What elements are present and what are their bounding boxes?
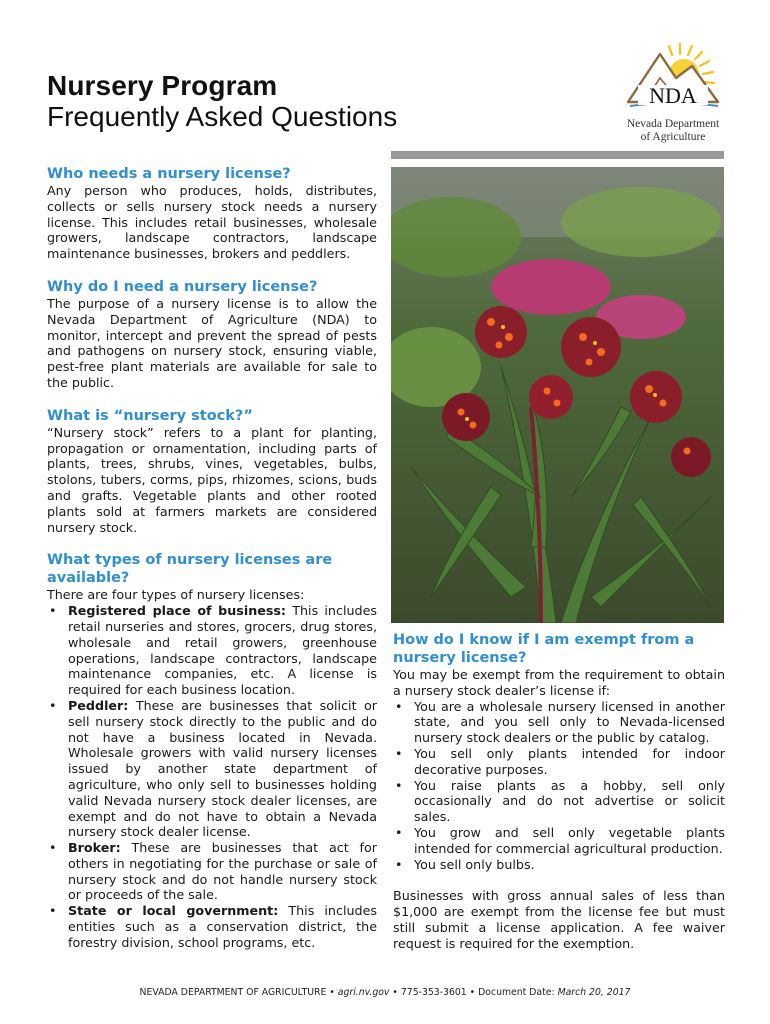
bullet-icon: •	[395, 745, 403, 761]
bullet-icon: •	[395, 777, 403, 793]
logo-acronym: NDA	[649, 83, 697, 108]
left-column	[47, 165, 377, 951]
footer-separator: •	[326, 987, 338, 998]
right-column	[393, 631, 725, 952]
list-item	[47, 903, 377, 950]
list-item	[393, 746, 725, 778]
list-item-text: This includes retail nurseries and stores, grocers, drug stores, wholesale and retail growers, greenhouse operations, landscape contractors, landscape maintenance companies, etc. A license is required for each business location.	[68, 603, 377, 698]
list-item-text: You sell only bulbs.	[414, 856, 535, 872]
footer-date: March 20, 2017	[557, 987, 631, 998]
footer-phone: 775-353-3601	[400, 987, 467, 998]
header-rule	[391, 151, 724, 159]
page-subtitle: Frequently Asked Questions	[47, 101, 398, 132]
list-item-term: Broker:	[68, 840, 121, 856]
list-item-text: These are businesses that solicit or sell nursery stock directly to the public and do not have a business located in Nevada. Wholesale growers with valid nursery licenses issued by another state department of agriculture, who only sell to businesses holding valid Nevada nursery stock dealer licenses, are exempt and do not have to obtain a Nevada nursery stock dealer license.	[68, 697, 377, 840]
bullet-icon: •	[49, 603, 57, 619]
text-exempt-note: Businesses with gross annual sales of less than $1,000 are exempt from the license fee but must still submit a license application. A fee waiver request is required for the exemption.	[393, 888, 725, 951]
text-why-need: The purpose of a nursery license is to allow the Nevada Department of Agriculture (NDA) to monitor, intercept and prevent the spread of pests and pathogens on nursery stock, ensuring viable, pest-free plant materials are available for sale to the public.	[47, 295, 377, 390]
list-item-term: Registered place of business:	[68, 603, 287, 619]
footer-date-label: Document Date:	[478, 987, 558, 998]
milkweed-plant-photo	[391, 167, 724, 623]
logo-text-line2: of Agriculture	[640, 131, 706, 143]
list-item	[393, 857, 725, 873]
text-exempt-intro: You may be exempt from the requirement to obtain a nursery stock dealer’s license if:	[393, 667, 725, 698]
nda-logo	[608, 40, 738, 150]
text-who-needs: Any person who produces, holds, distributes, collects or sells nursery stock needs a nursery license. This includes retail businesses, wholesale growers, landscape contractors, landscape maintenance businesses, brokers and peddlers.	[47, 183, 377, 262]
heading-why-need: Why do I need a nursery license?	[47, 278, 318, 295]
logo-text-line1: Nevada Department	[626, 118, 720, 130]
bullet-icon: •	[395, 856, 403, 872]
list-item-text: You are a wholesale nursery licensed in another state, and you sell only to Nevada-licensed nursery stock dealers or the public by catalog.	[414, 698, 725, 746]
list-item	[393, 778, 725, 825]
bullet-icon: •	[395, 698, 403, 714]
list-item	[47, 698, 377, 840]
list-item-text: This includes entities such as a conservation district, the forestry division, school programs, etc.	[68, 903, 377, 950]
list-item-term: Peddler:	[68, 697, 129, 713]
list-item	[47, 603, 377, 698]
list-item	[47, 840, 377, 903]
license-types-list	[47, 603, 377, 951]
list-item-text: You raise plants as a hobby, sell only occasionally and do not advertise or solicit sales.	[414, 777, 725, 825]
list-item-term: State or local government:	[68, 903, 279, 919]
list-item-text: You grow and sell only vegetable plants intended for commercial agricultural production.	[414, 824, 725, 856]
nda-mountain-sun-icon	[608, 40, 738, 120]
text-license-types-intro: There are four types of nursery licenses:	[47, 587, 305, 603]
heading-license-types: What types of nursery licenses are available?	[47, 552, 333, 587]
page-title: Nursery Program	[47, 70, 278, 101]
bullet-icon: •	[49, 903, 57, 919]
text-what-is-stock: “Nursery stock” refers to a plant for planting, propagation or ornamentation, including parts of plants, trees, shrubs, vines, vegetables, bulbs, stolons, tubers, corms, pips, rhizomes, scions, buds and grafts. Vegetable plants and other rooted plants sold at farmers markets are considered nursery stock.	[47, 424, 377, 535]
bullet-icon: •	[49, 697, 57, 713]
heading-who-needs: Who needs a nursery license?	[47, 166, 291, 182]
bullet-icon: •	[49, 840, 57, 856]
heading-what-is-stock: What is “nursery stock?”	[47, 407, 253, 424]
footer-separator: •	[466, 987, 479, 998]
footer-website-link[interactable]: agri.nv.gov	[337, 987, 390, 998]
heading-exempt: How do I know if I am exempt from a nursery license?	[393, 632, 695, 666]
bullet-icon: •	[395, 824, 403, 840]
list-item-text: These are businesses that act for others in negotiating for the purchase or sale of nursery stock and do not handle nursery stock or proceeds of the sale.	[68, 840, 377, 903]
exempt-list	[393, 699, 725, 873]
footer-org: NEVADA DEPARTMENT OF AGRICULTURE	[139, 987, 327, 998]
page-footer	[0, 987, 770, 998]
footer-separator: •	[389, 987, 401, 998]
list-item-text: You sell only plants intended for indoor decorative purposes.	[414, 745, 725, 777]
list-item	[393, 825, 725, 857]
list-item	[393, 699, 725, 746]
